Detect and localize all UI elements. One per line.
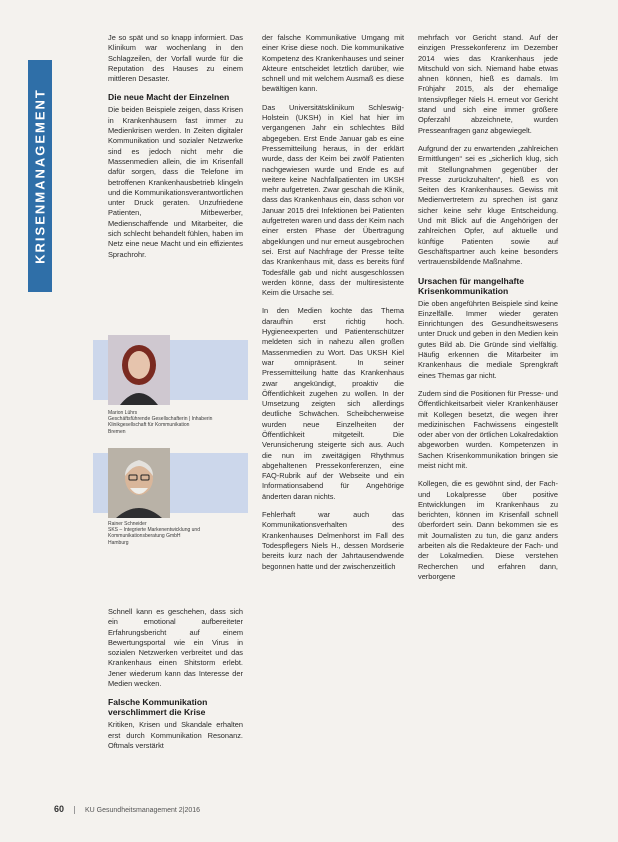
portrait-woman-icon [108, 335, 170, 405]
paragraph: Kritiken, Krisen und Skandale erhalten erst durch Kommunikation Resonanz. Oftmals verstärkt [108, 720, 243, 750]
paragraph: der falsche Kommunikative Umgang mit einer Krise diese noch. Die kommunikative Kompetenz des Krankenhauses und seiner Akteure entscheidet letztlich darüber, wie schnell und mit welchem Ausmaß es diese bewältigen kann. [262, 33, 404, 94]
portrait-man-icon [108, 448, 170, 518]
footer-divider [74, 806, 75, 814]
column-1 [108, 33, 243, 268]
author-role: SKS – Integrierte Markenentwicklung und Kommunikationsberatung GmbH [108, 527, 200, 540]
subheading: Ursachen für mangelhafte Krisenkommunikation [418, 275, 525, 296]
paragraph: Das Universitätsklinikum Schleswig-Holstein (UKSH) in Kiel hat hier im vergangenen Jahr ein schlechtes Bild abgegeben. Erst Ende Januar gab es eine Pressemitteilung heraus, in der erklärt wurde, dass der Keim bei zwölf Patienten nachgewiesen wurde und Ende es auf weitere keine Nachfallpatienten im UKSH mehr aufgetreten. Zwar geschah die Klinik, dass das Krankenhaus ein, dass schon vor Januar 2015 drei Infektionen bei Patienten aufgetreten waren und dass der Keim nach einer ersten Phase der Übertragung abgeklungen und nur erneut ausgebrochen sei. Erst auf Nachfrage der Presse teilte das Krankenhaus mit, dass es bereits fünf Todesfälle gab und nicht ausgeschlossen werden könne, dass der multiresistente Keim die Ursache sei. [262, 102, 404, 298]
author-caption-2 [108, 521, 243, 546]
author-role: Geschäftsführende Gesellschafterin | Inhaberin Klinikgesellschaft für Kommunikation [108, 416, 213, 429]
author-name: Marion Lührs [108, 410, 138, 416]
author-photo-2 [108, 448, 170, 518]
paragraph: mehrfach vor Gericht stand. Auf der einzigen Pressekonferenz im Dezember 2014 wies das Krankenhaus jede Mitschuld von sich. Niemand habe etwas ahnen können, hieß es damals. Im Frühjahr 2015, als der ehemalige Intensivpfleger Niels H. erneut vor Gericht stand und sich eine immer größere Opferzahl abzeichnete, wurden Presseanfragen ganz abgewiegelt. [418, 33, 558, 135]
paragraph: Aufgrund der zu erwartenden „zahlreichen Ermittlungen“ sei es „sicherlich klug, sich mit Stellungnahmen gegenüber der Presse zurückzuhalten“, hieß es von Seiten des Krankenhauses. Gewiss mit Medienvertretern zu sprechen ist ganz sicher keine sehr kluge Entscheidung. Und mit Blick auf die Angehörigen der zahlreichen Opfer, auf aktuelle und künftige Patienten sowie auf Geschäftspartner auch keine besonders vertrauensbildende Maßnahme. [418, 143, 558, 267]
page-footer [54, 804, 200, 814]
paragraph: Zudem sind die Positionen für Presse- und Öffentlichkeitsarbeit vieler Krankenhäuser mit Kollegen besetzt, die wegen ihrer medizinischen Fachwissens eingestellt oder aber von der örtlichen Lokalredaktion abgeworben wurden. Kompetenzen in Sachen Krisenkommunikation bringen sie meist nicht mit. [418, 388, 558, 470]
paragraph: Je so spät und so knapp informiert. Das Klinikum war wochenlang in den Schlagzeilen, der Vorfall wurde für die Reputation des Hauses zu einem mittleren Desaster. [108, 33, 243, 84]
section-tab [28, 60, 52, 292]
column-2 [262, 33, 404, 580]
author-caption-1 [108, 410, 243, 435]
paragraph: In den Medien kochte das Thema daraufhin erst richtig hoch. Hygieneexperten und Patientenschützer meldeten sich in nahezu allen großen Massenmedien zu Wort. Das UKSH Kiel war omnipräsent. In seiner Pressemitteilung hatte das Krankenhaus zwar angekündigt, proaktiv die Öffentlichkeit zugehen zu wollen. In der Umsetzung zeigten sich allerdings deutliche Schwächen. Scheibchenweise wurden neue Einzelheiten der Öffentlichkeit mitgeteilt. Die Verunsicherung steigerte sich aus. Auch die nun im zweitägigen Rhythmus abgehaltenen Pressekonferenzen, eine FAQ-Rubrik auf der Webseite und ein Informationsabend für Angehörige änderten daran nichts. [262, 306, 404, 501]
paragraph: Fehlerhaft war auch das Kommunikationsverhalten des Krankenhauses Delmenhorst im Fall des Todespflegers Niels H., dessen Mordserie bereits kurz nach der Jahrtausendwende begonnen hatte und der zwischenzeitlich [262, 510, 404, 571]
page-number: 60 [54, 804, 65, 814]
section-label: KRISENMANAGEMENT [32, 88, 48, 264]
paragraph: Die oben angeführten Beispiele sind keine Einzelfälle. Immer wieder geraten Einrichtungen des Gesundheitswesens unter Druck und geben in den Medien kein gutes Bild ab. Die Gründe sind vielfältig. Häufig erkennen die Mitarbeiter im Krankenhaus die mediale Sprengkraft eines Themas gar nicht. [418, 298, 558, 380]
paragraph: Schnell kann es geschehen, dass sich ein emotional aufbereiteter Erfahrungsbericht auf einem Bewertungsportal wie ein Virus in sozialen Netzwerken verbreitet und das Krankenhaus einen Shitstorm erlebt. Jener wiederum kann das Interesse der Medien wecken. [108, 607, 243, 689]
paragraph: Die beiden Beispiele zeigen, dass Krisen in Krankenhäusern fast immer zu Medienkrisen werden. In Zeiten digitaler Kommunikation und sozialer Netzwerke sind es jedoch nicht mehr die Massenmedien allein, die im Krisenfall dafür sorgen, dass die Telefone im betroffenen Krankenhausbetrieb klingeln und die Kommunikationsverantwortlichen unter Druck geraten. Unzufriedene Patienten, Mitbewerber, Medienschaffende und Mitarbeiter, die sich schlecht behandelt fühlen, haben im Netz eine neue Macht und ein effizientes Sprachrohr. [108, 105, 243, 259]
paragraph: Kollegen, die es gewöhnt sind, der Fach- und Lokalpresse über positive Entwicklungen im Krankenhaus zu berichten, können im Krisenfall schnell überfordert sein. Dann bekommen sie es mit Journalisten zu tun, die ganz anders arbeiten als die Redakteure der Fach- und der Lokalmedien. Diese verstehen Recherchen und erfahren dann, verborgene [418, 479, 558, 581]
column-1-lower [108, 607, 243, 759]
column-3 [418, 33, 558, 590]
author-city: Hamburg [108, 539, 129, 546]
publication-name: KU Gesundheitsmanagement 2|2016 [85, 807, 201, 814]
subheading: Die neue Macht der Einzelnen [108, 92, 230, 103]
author-city: Bremen [108, 428, 126, 435]
author-name: Rainer Schneider [108, 521, 147, 527]
author-photo-1 [108, 335, 170, 405]
subheading: Falsche Kommunikation verschlimmert die Krise [108, 697, 208, 718]
